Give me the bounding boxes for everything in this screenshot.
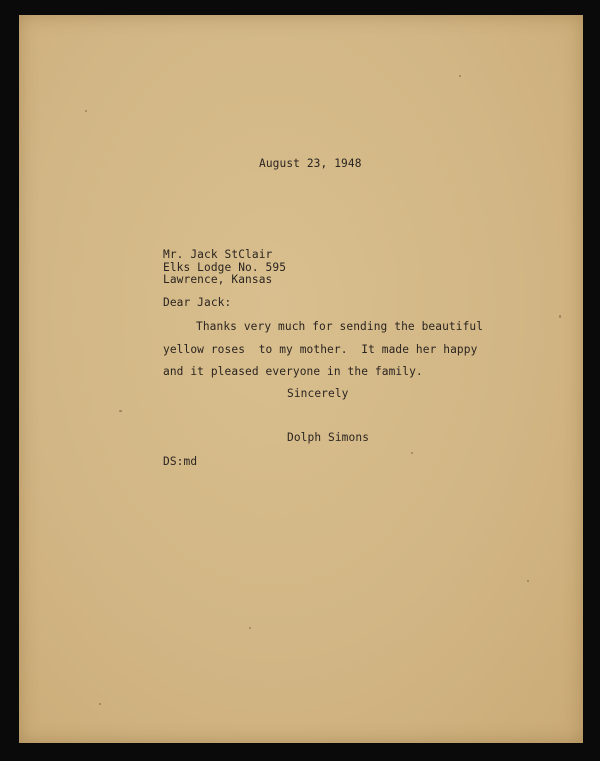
body-line: yellow roses to my mother. It made her happy [163,343,478,356]
body-line: and it pleased everyone in the family. [163,365,423,378]
signer-name: Dolph Simons [287,431,370,444]
paper-speck [527,580,529,582]
recipient-organization: Elks Lodge No. 595 [163,261,287,274]
body-line: Thanks very much for sending the beautiful [196,320,484,333]
recipient-location: Lawrence, Kansas [163,273,273,286]
paper-speck [85,110,87,112]
paper-speck [99,703,101,705]
recipient-name: Mr. Jack StClair [163,248,273,261]
paper-speck [411,452,413,454]
paper-speck [459,75,461,77]
paper-speck [249,627,251,629]
paper-speck [119,410,122,412]
salutation: Dear Jack: [163,296,232,309]
letter-date: August 23, 1948 [259,157,362,170]
paper-speck [559,315,561,318]
closing: Sincerely [287,387,349,400]
reference-initials: DS:md [163,455,198,468]
letter-page [19,15,583,743]
